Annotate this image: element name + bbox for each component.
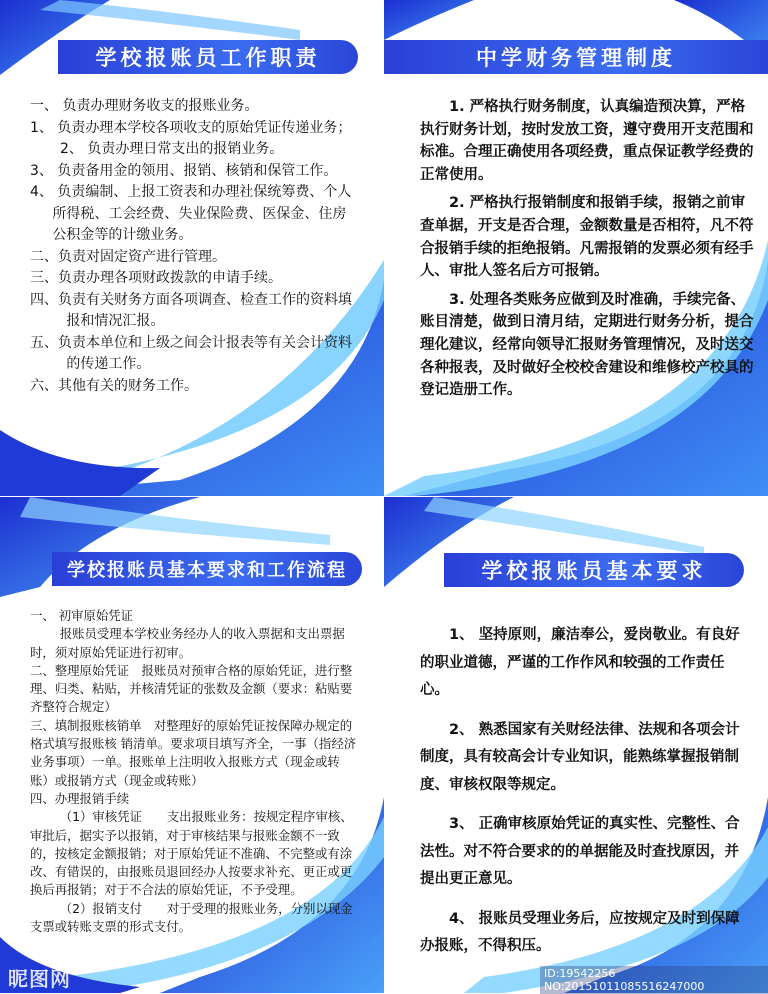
rule-paragraph: 2. 严格执行报销制度和报销手续，报销之前审查单据，开支是否合理，金额数量是否相符，凡不符合报销手续的拒绝报销。凡需报销的发票必须有经手人、审批人签名后方可报销。	[420, 195, 754, 280]
rules-text	[420, 96, 756, 402]
duty-item: 四、负责有关财务方面各项调查、检查工作的资料填报和情况汇报。	[30, 291, 352, 329]
duty-item: 五、负责本单位和上级之间会计报表等有关会计资料的传递工作。	[30, 334, 352, 372]
duty-item: 2、 负责办理日常支出的报销业务。	[60, 141, 284, 157]
duty-item: 3、 负责备用金的领用、报销、核销和保管工作。	[30, 162, 338, 179]
workflow-item: 一、 初审原始凭证	[30, 608, 134, 623]
rule-paragraph: 3. 处理各类账务应做到及时准确，手续完备、账目清楚，做到日清月结，定期进行财务分析，提合理化建议，经常向领导汇报财务管理情况，及时送交各种报表，及时做好全校校舍建设和维修校产校具的登记造册工作。	[420, 291, 754, 399]
duty-item: 二、负责对固定资产进行管理。	[30, 248, 226, 265]
workflow-item: 四、办理报销手续	[30, 790, 130, 806]
requirement-paragraph: 1、 坚持原则，廉洁奉公，爱岗敬业。有良好的职业道德，严谨的工作作风和较强的工作责任心。	[420, 627, 740, 698]
requirement-paragraph: 4、 报账员受理业务后，应按规定及时到保障办报账，不得积压。	[420, 910, 740, 954]
requirement-paragraph: 3、 正确审核原始凭证的真实性、完整性、合法性。对不符合要求的的单据能及时查找原因，并提出更正意见。	[420, 816, 740, 887]
watermark-logo: 昵图网	[8, 967, 71, 991]
panel-title: 学校报账员基本要求	[444, 553, 744, 587]
requirements-text	[420, 622, 750, 961]
panel-title: 中学财务管理制度	[384, 40, 768, 74]
duty-item: 4、 负责编制、上报工资表和办理社保统筹费、个人所得税、工会经费、失业保险费、医保金、住房公积金等的计缴业务。	[30, 184, 352, 243]
rule-paragraph: 1. 严格执行财务制度，认真编造预决算，严格执行财务计划，按时发放工资，遵守费用开支范围和标准。合理正确使用各项经费，重点保证教学经费的正常使用。	[420, 99, 754, 183]
duty-item: 一、 负责办理财务收支的报账业务。	[30, 98, 259, 114]
panel-duties	[0, 0, 384, 496]
duties-list	[30, 96, 360, 397]
panel-title: 学校报账员工作职责	[58, 40, 358, 74]
panel-workflow	[0, 497, 384, 993]
workflow-text	[30, 607, 358, 936]
duty-item: 三、负责办理各项财政拨款的申请手续。	[30, 270, 282, 286]
requirement-paragraph: 2、 熟悉国家有关财经法律、法规和各项会计制度，具有较高会计专业知识，能熟练掌握报销制度、审核权限等规定。	[420, 721, 740, 793]
workflow-item: （2）报销支付 对于受理的报账业务，分别以现金支票或转账支票的形式支付。	[30, 900, 353, 935]
panel-requirements	[384, 497, 768, 993]
watermark-id: ID:19542256 NO:20151011085516247000	[540, 966, 768, 994]
workflow-item: （1）审核凭证 支出报账业务：按规定程序审核、审批后，据实予以报销，对于审核结果与报账金额不一致的，按核定金额报销；对于原始凭证不准确、不完整或有涂改、有错误的，由报账员退回经办人按要求补充、更正或更换后再报销；对于不合法的原始凭证，不予受理。	[30, 809, 353, 898]
workflow-item: 二、整理原始凭证 报账员对预审合格的原始凭证，进行整理、归类、粘贴，并核清凭证的张数及金额（要求：粘贴要齐整符合规定）	[30, 662, 353, 715]
panel-title: 学校报账员基本要求和工作流程	[52, 552, 362, 586]
panel-finance-rules	[384, 0, 768, 496]
duty-item: 1、 负责办理本学校各项收支的原始凭证传递业务；	[30, 119, 352, 136]
duty-item: 六、其他有关的财务工作。	[30, 377, 198, 394]
workflow-item: 三、填制报账核销单 对整理好的原始凭证按保障办规定的格式填写报账核 销清单。要求项目填写齐全，一事（指经济业务事项）一单。报账单上注明收入报账方式（现金或转账）或报销方式（现金或转账）	[30, 717, 357, 788]
workflow-item: 报账员受理本学校业务经办人的收入票据和支出票据时，须对原始凭证进行初审。	[30, 626, 345, 660]
